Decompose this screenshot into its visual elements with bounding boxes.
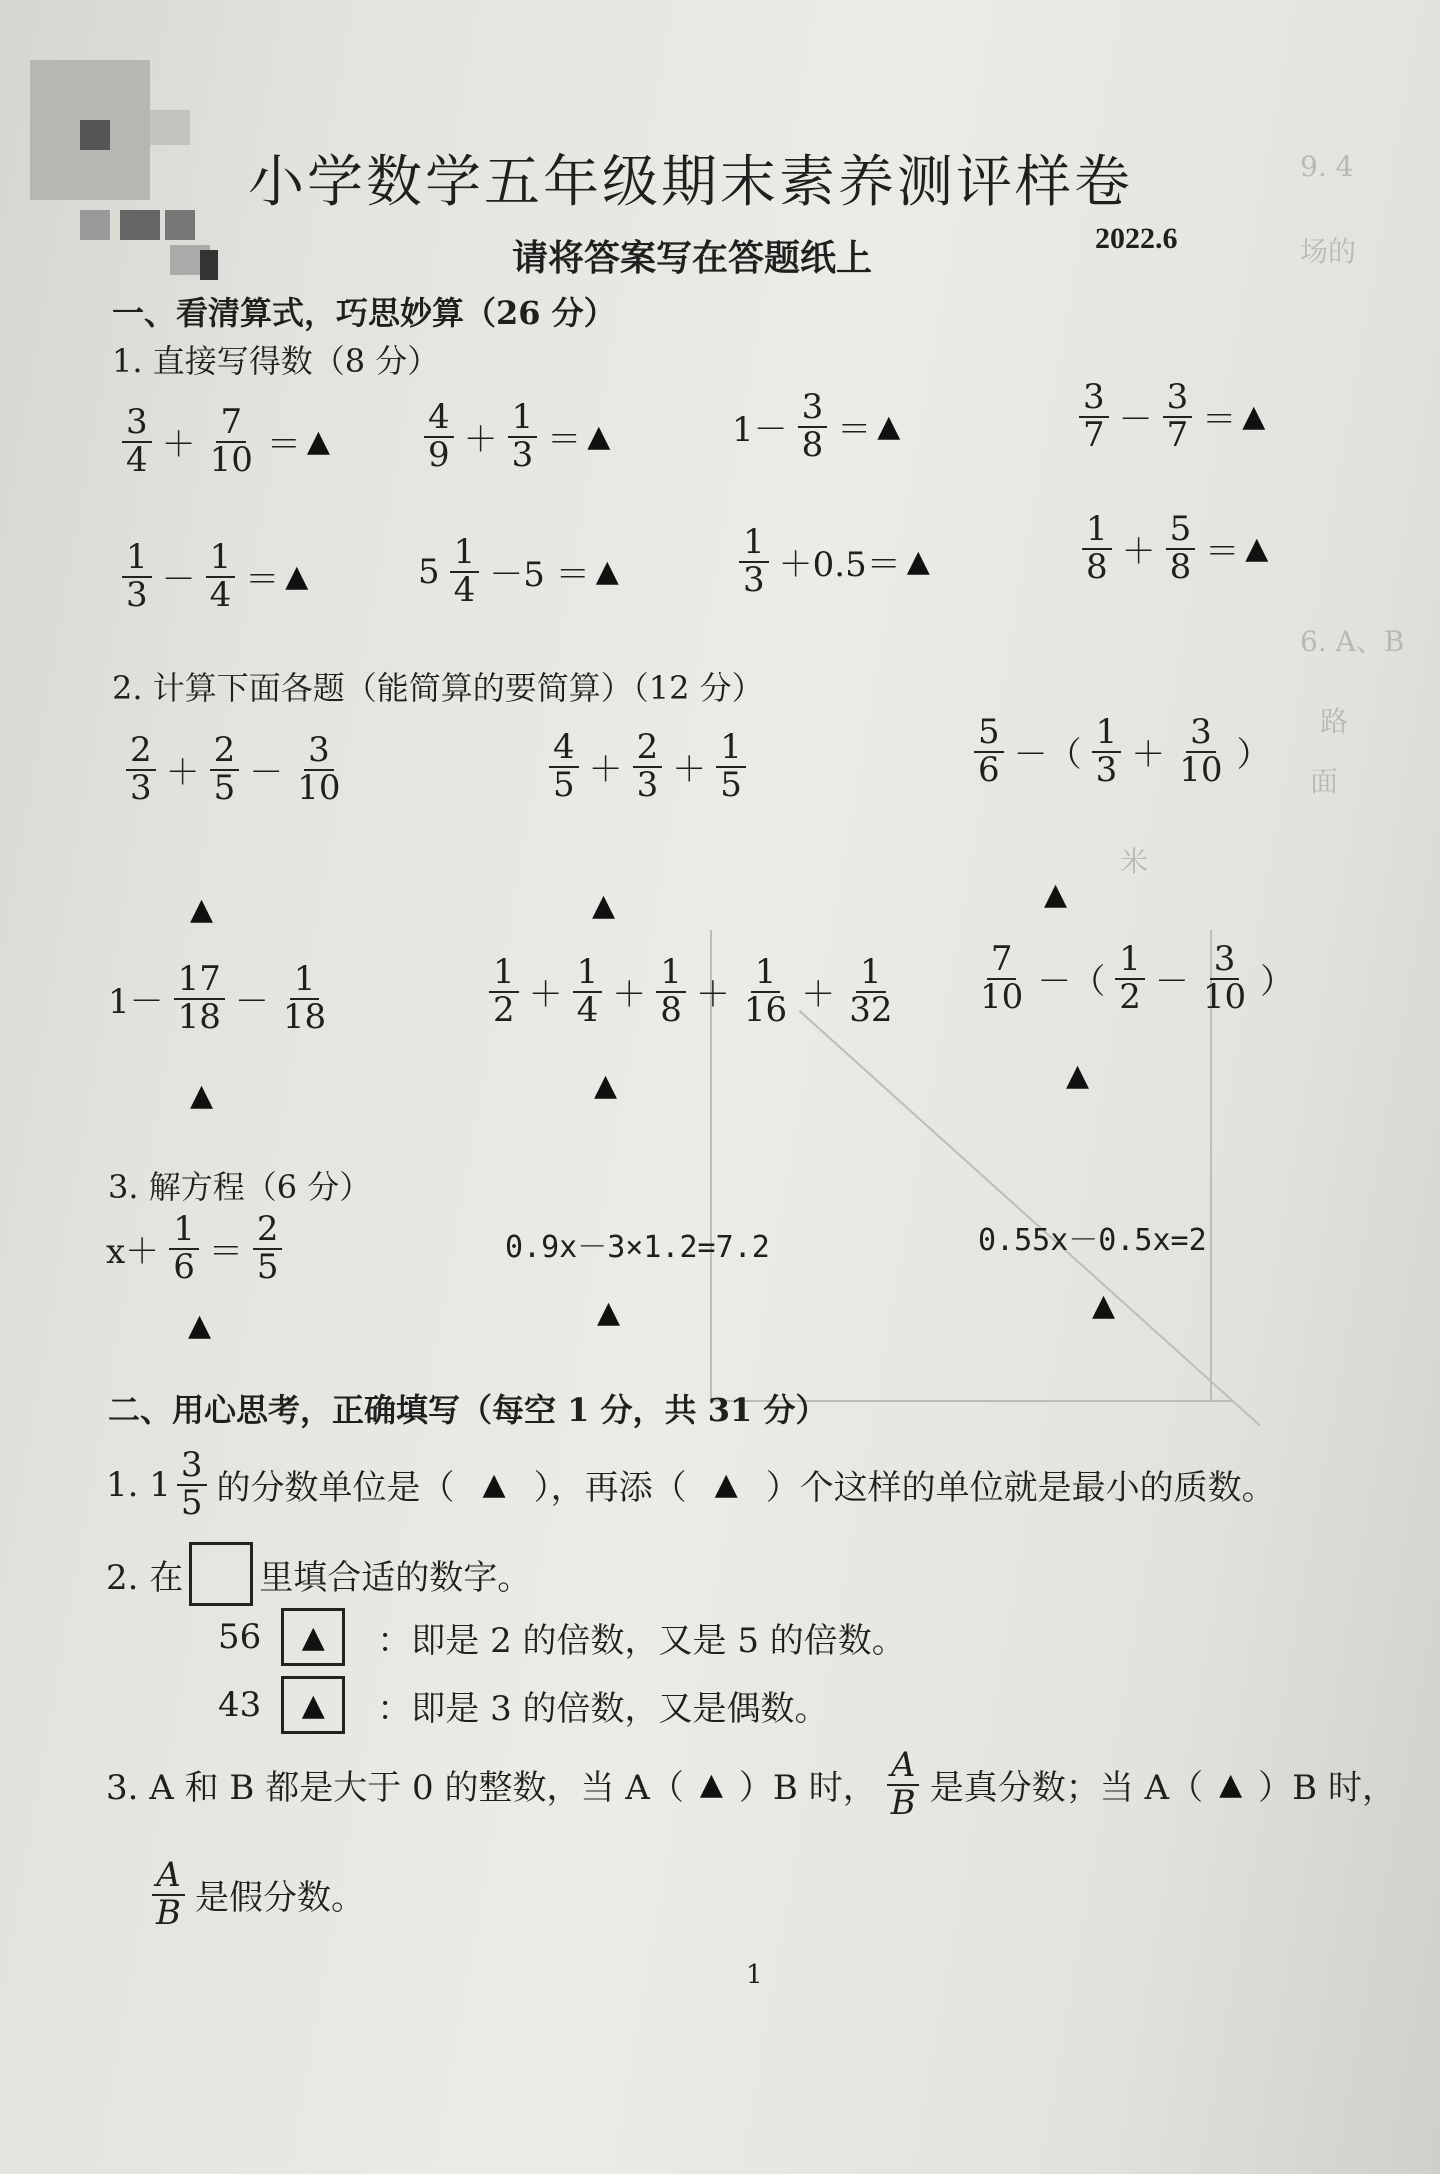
q1-item-6: 5 $\frac{1}{4}$ －5 ＝ ▲: [418, 532, 619, 610]
answer-mark: ▲: [188, 1308, 212, 1343]
q3-equation-2: 0.9x－3×1.2=7.2: [505, 1230, 770, 1265]
q2-item-4: 1－ $\frac{17}{18}$ － $\frac{1}{18}$: [108, 959, 327, 1037]
exam-title: 小学数学五年级期末素养测评样卷: [248, 150, 1133, 215]
page-number: 1: [746, 1960, 763, 1990]
answer-mark: ▲: [1044, 877, 1068, 912]
s2-q2-row1: 56 ▲ ：即是 2 的倍数，又是 5 的倍数。: [218, 1608, 906, 1666]
q1-item-2: $\frac{4}{9}$ ＋ $\frac{1}{3}$ ＝ ▲: [420, 400, 610, 473]
answer-mark: ▲: [714, 1467, 738, 1503]
answer-box: ▲: [281, 1608, 345, 1666]
answer-mark: ▲: [587, 419, 611, 455]
answer-mark: ▲: [699, 1767, 723, 1803]
section1-q2-heading: 2. 计算下面各题（能简算的要简算）（12 分）: [112, 669, 764, 707]
exam-paper: 9. 4 场的 6. A、B 路 面 米 小学数学五年级期末素养测评样卷 请将答案写在答题纸上 2022.6 一、看清算式，巧思妙算（26 分） 1. 直接写得数（8 分） $\frac{3}{4}$ ＋ $\frac{7}{10}$ ＝ ▲ $\frac{4}{9}$ ＋ $\frac{1}{3}$ ＝ ▲ 1－ $\frac{3}{8}$ ＝ ▲ $\frac{3}{7}$ － $\frac{3}{7}$ ＝ ▲ $\frac{1}{3}$ － $\frac{1}{4}$ ＝ ▲ 5 $\frac{1}{4}$ －5 ＝ ▲ $\frac{1}{3}$ ＋0.5＝ ▲ $\frac{1}{8}$ ＋ $\frac{5}{8}$ ＝ ▲ 2. 计算下面各题（能简算的要简算）（12 分） $\frac{2}{3}$ ＋ $\frac{2}{5}$ － $\frac{3}{10}$ ▲ $\frac{4}{5}$ ＋ $\frac{2}{3}$ ＋ $\frac{1}{5}$ ▲ $\frac{5}{6}$ －（ $\frac{1}{3}$ ＋ $\frac{3}{10}$ ） ▲ 1－ $\frac{17}{18}$ － $\frac{1}{18}$ ▲ $\frac{1}{2}$ ＋ $\frac{1}{4}$ ＋ $\frac{1}{8}$ ＋ $\frac{1}{16}$ ＋ $\frac{1}{32}$ ▲ $\frac{7}{10}$ －（ $\frac{1}{2}$ － $\frac{3}{10}$ ） ▲ 3. 解方程（6 分） x＋ $\frac{1}{6}$ ＝ $\frac{2}{5}$ ▲ 0.9x－3×1.2=7.2 ▲ 0.55x－0.5x=2 ▲ 二、用心思考，正确填写（每空 1 分，共 31 分） 1. 1 $\frac{3}{5}$ 的分数单位是（ ▲ ），再添（ ▲ ）个这样的单位就是最小的质数。 2. 在 里填合适的数字。 56 ▲ ：即是 2 的倍数，又是 5 的倍数。 43 ▲ ：即是 3 的倍数，又是偶数。 3. A 和 B 都是大于 0 的整数，当 A（ ▲ ）B 时， $\frac{A}{B}$ 是真分数；当 A（ ▲ ）B 时， $\frac{A}{B}$ 是假分数。 1: [0, 0, 1440, 2174]
q3-equation-1: x＋ $\frac{1}{6}$ ＝ $\frac{2}{5}$: [106, 1212, 286, 1285]
answer-mark: ▲: [1242, 399, 1266, 435]
answer-box: ▲: [281, 1676, 345, 1734]
s2-q3-line1: 3. A 和 B 都是大于 0 的整数，当 A（ ▲ ）B 时， $\frac{A}{B}$ 是真分数；当 A（ ▲ ）B 时，: [106, 1745, 1396, 1823]
answer-mark: ▲: [1066, 1058, 1090, 1093]
exam-date: 2022.6: [1095, 222, 1178, 255]
answer-mark: ▲: [1092, 1288, 1116, 1323]
answer-mark: ▲: [877, 409, 901, 445]
answer-mark: ▲: [285, 559, 309, 595]
answer-mark: ▲: [592, 888, 616, 923]
blank-box: [189, 1542, 253, 1606]
q2-item-6: $\frac{7}{10}$ －（ $\frac{1}{2}$ － $\frac{3}{10}$ ）: [980, 939, 1295, 1017]
exam-subtitle: 请将答案写在答题纸上: [512, 237, 873, 279]
answer-mark: ▲: [306, 424, 330, 460]
s2-q2-row2: 43 ▲ ：即是 3 的倍数，又是偶数。: [218, 1676, 829, 1734]
q1-item-3: 1－ $\frac{3}{8}$ ＝ ▲: [732, 387, 901, 465]
answer-mark: ▲: [906, 544, 930, 580]
q1-item-5: $\frac{1}{3}$ － $\frac{1}{4}$ ＝ ▲: [118, 540, 308, 613]
section1-heading: 一、看清算式，巧思妙算（26 分）: [112, 294, 616, 332]
section1-q1-heading: 1. 直接写得数（8 分）: [112, 342, 440, 380]
s2-q3-line2: $\frac{A}{B}$ 是假分数。: [148, 1858, 365, 1931]
answer-mark: ▲: [595, 554, 619, 590]
answer-mark: ▲: [1245, 531, 1269, 567]
answer-mark: ▲: [482, 1467, 506, 1503]
q1-item-8: $\frac{1}{8}$ ＋ $\frac{5}{8}$ ＝ ▲: [1078, 512, 1268, 585]
q1-item-1: $\frac{3}{4}$ ＋ $\frac{7}{10}$ ＝ ▲: [118, 405, 330, 478]
s2-q2: 2. 在 里填合适的数字。: [106, 1542, 531, 1606]
q2-item-3: $\frac{5}{6}$ －（ $\frac{1}{3}$ ＋ $\frac{3}{10}$ ）: [970, 715, 1271, 788]
q2-item-2: $\frac{4}{5}$ ＋ $\frac{2}{3}$ ＋ $\frac{1}{5}$: [545, 730, 750, 803]
answer-mark: ▲: [1219, 1767, 1243, 1803]
q2-item-5: $\frac{1}{2}$ ＋ $\frac{1}{4}$ ＋ $\frac{1}{8}$ ＋ $\frac{1}{16}$ ＋ $\frac{1}{32}$: [485, 955, 900, 1028]
q3-equation-3: 0.55x－0.5x=2: [978, 1223, 1207, 1258]
s2-q1: 1. 1 $\frac{3}{5}$ 的分数单位是（ ▲ ），再添（ ▲ ）个这样的单位就是最小的质数。: [106, 1445, 1276, 1523]
section1-q3-heading: 3. 解方程（6 分）: [108, 1168, 372, 1206]
section2-heading: 二、用心思考，正确填写（每空 1 分，共 31 分）: [108, 1391, 828, 1429]
q1-item-4: $\frac{3}{7}$ － $\frac{3}{7}$ ＝ ▲: [1075, 380, 1265, 453]
answer-mark: ▲: [594, 1068, 618, 1103]
answer-mark: ▲: [597, 1295, 621, 1330]
q2-item-1: $\frac{2}{3}$ ＋ $\frac{2}{5}$ － $\frac{3}{10}$: [122, 733, 349, 806]
answer-mark: ▲: [190, 1078, 214, 1113]
answer-mark: ▲: [190, 892, 214, 927]
q1-item-7: $\frac{1}{3}$ ＋0.5＝ ▲: [735, 525, 930, 598]
